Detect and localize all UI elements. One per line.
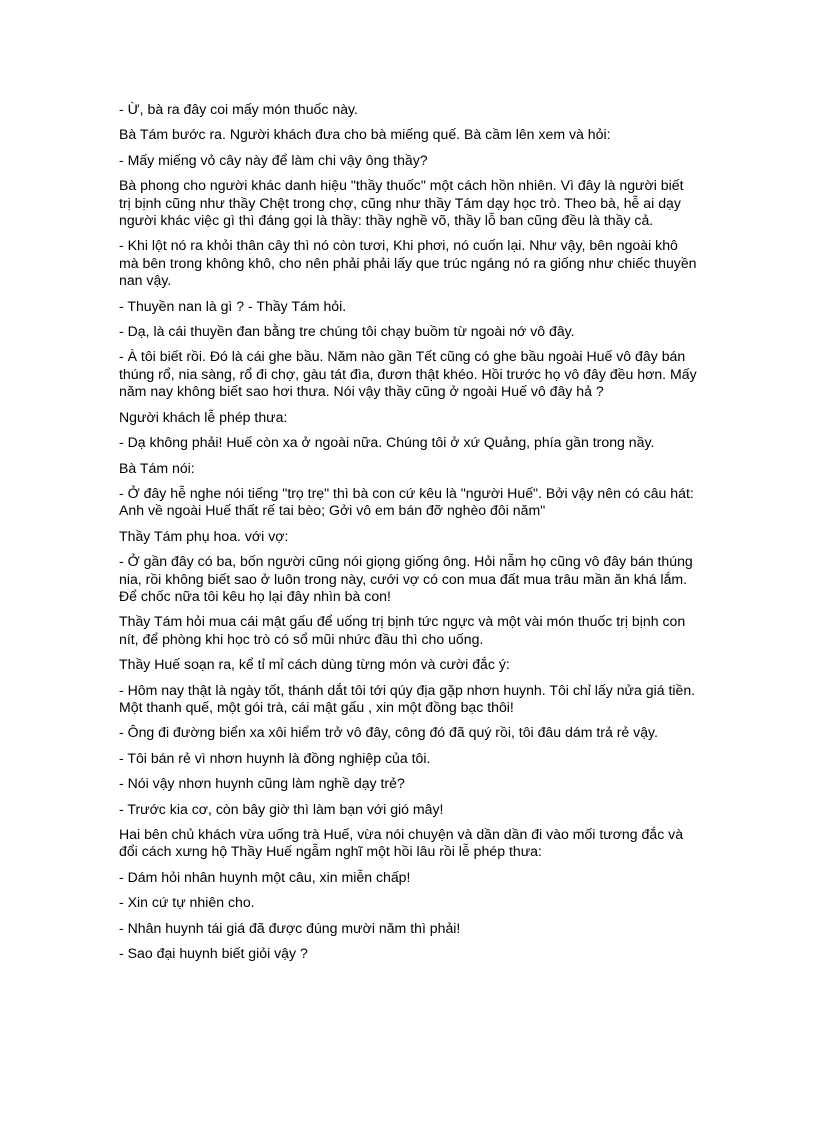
- paragraph: - Ừ, bà ra đây coi mấy món thuốc này.: [119, 101, 358, 117]
- paragraph: - À tôi biết rồi. Đó là cái ghe bầu. Năm nào gần Tết cũng có ghe bầu ngoài Huế vô đây bán thúng rổ, nia sàng, rổ đi chợ, gàu tát đìa, đươn thật khéo. Hồi trước họ vô đây đều hơn. Mấy năm nay không biết sao hơi thưa. Nói vậy thầy cũng ở ngoài Huế vô đây hả ?: [119, 348, 697, 400]
- paragraph: - Nhân huynh tái giá đã được đúng mười năm thì phải!: [119, 919, 461, 936]
- paragraph: Bà Tám nói:: [119, 459, 195, 476]
- paragraph: - Tôi bán rẻ vì nhơn huynh là đồng nghiệp của tôi.: [119, 749, 431, 766]
- document-page: [119, 101, 699, 970]
- paragraph: - Dám hỏi nhân huynh một câu, xin miễn chấp!: [119, 868, 411, 885]
- paragraph: Bà Tám bước ra. Người khách đưa cho bà miếng quế. Bà cầm lên xem và hỏi:: [119, 126, 611, 143]
- paragraph: - Dạ không phải! Huế còn xa ở ngoài nữa. Chúng tôi ở xứ Quảng, phía gần trong nầy.: [119, 434, 655, 451]
- paragraph: Thầy Huế soạn ra, kể tỉ mỉ cách dùng từng món và cười đắc ý:: [119, 656, 510, 673]
- paragraph: Thầy Tám phụ hoa. với vợ:: [119, 527, 289, 544]
- paragraph: - Thuyền nan là gì ? - Thầy Tám hỏi.: [119, 297, 347, 314]
- paragraph: - Dạ, là cái thuyền đan bằng tre chúng tôi chạy buồm từ ngoài nớ vô đây.: [119, 323, 575, 340]
- paragraph: Bà phong cho người khác danh hiệu "thầy thuốc" một cách hồn nhiên. Vì đây là người biết trị bịnh cũng như thầy Chệt trong chợ, cũng như thầy Tám dạy học trò. Theo bà, hễ ai dạy người khác việc gì thì đáng gọi là thầy: thầy nghề võ, thầy lỗ ban cũng đều là thầy cả.: [119, 177, 684, 229]
- paragraph: - Sao đại huynh biết giỏi vậy ?: [119, 945, 308, 962]
- paragraph: - Xin cứ tự nhiên cho.: [119, 894, 255, 911]
- paragraph: - Trước kia cơ, còn bây giờ thì làm bạn với gió mây!: [119, 800, 444, 817]
- paragraph: - Ông đi đường biển xa xôi hiểm trở vô đây, công đó đã quý rồi, tôi đâu dám trả rẻ vậy.: [119, 724, 658, 741]
- paragraph: - Ở đây hễ nghe nói tiếng "trọ trẹ" thì bà con cứ kêu là "người Huế". Bởi vậy nên có câu hát: Anh về ngoài Huế thất rế tai bèo; Gởi vô em bán đỡ nghèo đôi năm": [119, 484, 694, 519]
- paragraph: - Mấy miếng vỏ cây này để làm chi vậy ông thầy?: [119, 151, 428, 168]
- paragraph: Hai bên chủ khách vừa uống trà Huế, vừa nói chuyện và dần dần đi vào mối tương đắc và đổi cách xưng hộ Thầy Huế ngẫm nghĩ một hồi lâu rồi lễ phép thưa:: [119, 826, 684, 860]
- paragraph: - Khi lột nó ra khỏi thân cây thì nó còn tươi, Khi phơi, nó cuốn lại. Như vậy, bên ngoài khô mà bên trong không khô, cho nên phải phải lấy que trúc ngáng nó ra giống như chiếc thuyền nan vậy.: [119, 237, 697, 289]
- paragraph: - Nói vậy nhơn huynh cũng làm nghề dạy trẻ?: [119, 775, 405, 792]
- paragraph: - Ở gần đây có ba, bốn người cũng nói giọng giống ông. Hỏi nẫm họ cũng vô đây bán thúng nia, rồi không biết sao ở luôn trong này, cưới vợ có con mua đất mua trâu mần ăn khá lắm. Để chốc nữa tôi kêu họ lại đây nhìn bà con!: [119, 553, 693, 604]
- paragraph: Thầy Tám hỏi mua cái mật gấu để uống trị bịnh tức ngực và một vài món thuốc trị bịnh con nít, để phòng khi học trò có sổ mũi nhức đầu thì cho uống.: [119, 613, 686, 647]
- paragraph: - Hôm nay thật là ngày tốt, thánh dắt tôi tới qúy địa gặp nhơn huynh. Tôi chỉ lấy nửa giá tiền. Một thanh quế, một gói trà, cái mật gấu , xin một đồng bạc thôi!: [119, 681, 696, 715]
- paragraph: Người khách lễ phép thưa:: [119, 408, 288, 425]
